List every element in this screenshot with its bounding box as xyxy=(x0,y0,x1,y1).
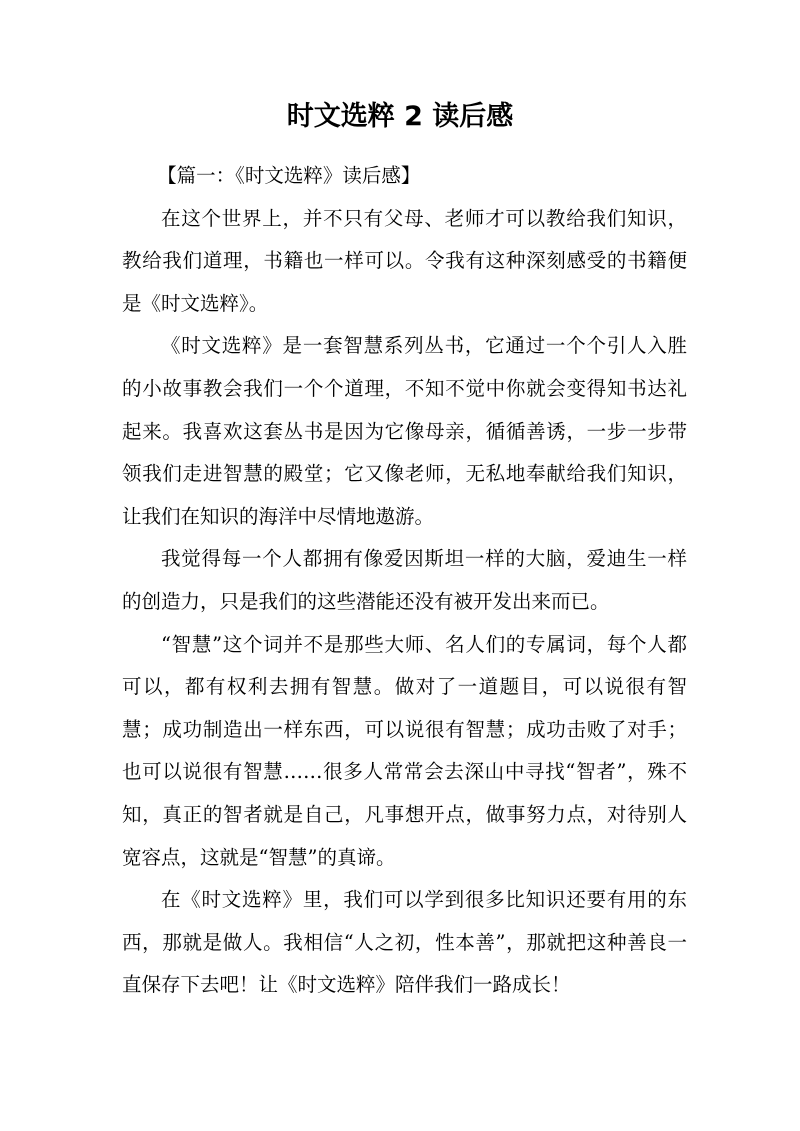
paragraph: “智慧”这个词并不是那些大师、名人们的专属词，每个人都可以，都有权利去拥有智慧。做对了一道题目，可以说很有智慧；成功制造出一样东西，可以说很有智慧；成功击败了对手；也可以说很有智慧……很多人常常会去深山中寻找“智者”，殊不知，真正的智者就是自己，凡事想开点，做事努力点，对待别人宽容点，这就是“智慧”的真谛。 xyxy=(122,632,687,869)
paragraph: 在这个世界上，并不只有父母、老师才可以教给我们知识，教给我们道理，书籍也一样可以。令我有这种深刻感受的书籍便是《时文选粹》。 xyxy=(122,206,687,315)
section-heading: 【篇一：《时文选粹》读后感】 xyxy=(157,164,421,187)
document-title: 时文选粹 2 读后感 xyxy=(286,101,514,132)
paragraph: 《时文选粹》是一套智慧系列丛书，它通过一个个引人入胜的小故事教会我们一个个道理，不知不觉中你就会变得知书达礼起来。我喜欢这套丛书是因为它像母亲，循循善诱，一步一步带领我们走进智慧的殿堂；它又像老师，无私地奉献给我们知识，让我们在知识的海洋中尽情地遨游。 xyxy=(122,334,687,528)
paragraph: 在《时文选粹》里，我们可以学到很多比知识还要有用的东西，那就是做人。我相信“人之初，性本善”，那就把这种善良一直保存下去吧！让《时文选粹》陪伴我们一路成长！ xyxy=(122,888,687,997)
document-body xyxy=(122,155,687,1007)
paragraph: 我觉得每一个人都拥有像爱因斯坦一样的大脑，爱迪生一样的创造力，只是我们的这些潜能还没有被开发出来而已。 xyxy=(122,547,687,613)
